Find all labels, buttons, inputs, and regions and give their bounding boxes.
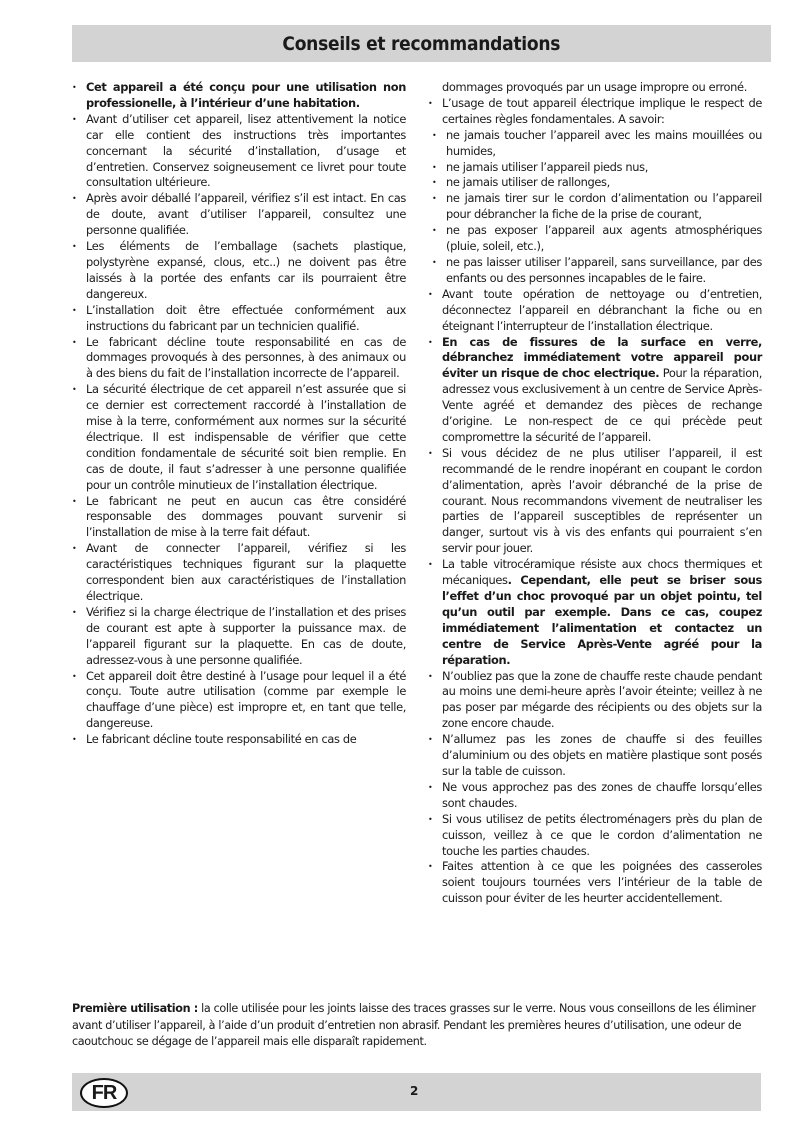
safety-list-continued: [428, 80, 762, 907]
list-item: • Le fabricant décline toute responsabilité en cas de dommages provoqués à des personnes, à des animaux ou à des biens du fait de l’installation incorrecte de l’appareil.: [72, 335, 406, 383]
list-item: • L’installation doit être effectuée conformément aux instructions du fabricant par un technicien qualifié.: [72, 303, 406, 335]
sub-item: • ne jamais toucher l’appareil avec les mains mouillées ou humides,: [428, 128, 762, 160]
list-item: • Le fabricant décline toute responsabilité en cas de: [72, 732, 406, 748]
list-item: • Si vous utilisez de petits électroménagers près du plan de cuisson, veillez à ce que le cordon d’alimentation ne touche les parties chaudes.: [428, 812, 762, 860]
sub-item: • ne pas exposer l’appareil aux agents atmosphériques (pluie, soleil, etc.),: [428, 223, 762, 255]
list-item: • La sécurité électrique de cet appareil n’est assurée que si ce dernier est correctement raccordé à l’installation de mise à la terre, conformément aux normes sur la sécurité électrique. Il est indispensable de vérifier que cette condition fondamentale de sécurité soit bien remplie. En cas de doute, il faut s’adresser à une personne qualifiée pour un contrôle minutieux de l’installation électrique.: [72, 382, 406, 493]
list-item: • N’oubliez pas que la zone de chauffe reste chaude pendant au moins une demi-heure après l’avoir éteinte; veillez à ne pas poser par mégarde des récipients ou des objets sur la zone encore chaude.: [428, 669, 762, 733]
language-badge: FR: [80, 1078, 128, 1108]
sub-item: • ne pas laisser utiliser l’appareil, sans surveillance, par des enfants ou des personnes incapables de le faire.: [428, 255, 762, 287]
list-item: • En cas de fissures de la surface en verre, débranchez immédiatement votre appareil pour éviter un risque de choc electrique. Pour la réparation, adressez vous exclusivement à un centre de Service Après-Vente agréé et demandez des pièces de rechange d’origine. Le non-respect de ce qui précède peut compromettre la sécurité de l’appareil.: [428, 335, 762, 446]
list-item: • Avant toute opération de nettoyage ou d’entretien, déconnectez l’appareil en débranchant la fiche ou en éteignant l’interrupteur de l’installation électrique.: [428, 287, 762, 335]
list-item: • Ne vous approchez pas des zones de chauffe lorsqu’elles sont chaudes.: [428, 780, 762, 812]
list-item: • Avant de connecter l’appareil, vérifiez si les caractéristiques techniques figurant sur la plaquette correspondent bien aux caractéristiques de l’installation électrique.: [72, 541, 406, 605]
list-item: • Après avoir déballé l’appareil, vérifiez s’il est intact. En cas de doute, avant d’utiliser l’appareil, consultez une personne qualifiée.: [72, 191, 406, 239]
sub-item: • ne jamais utiliser de rallonges,: [428, 175, 762, 191]
list-item-continuation: dommages provoqués par un usage impropre ou erroné.: [442, 80, 747, 94]
list-item: • Le fabricant ne peut en aucun cas être considéré responsable des dommages pouvant survenir si l’installation de mise à la terre fait défaut.: [72, 494, 406, 542]
page-number: 2: [410, 1084, 419, 1098]
list-item: • Avant d’utiliser cet appareil, lisez attentivement la notice car elle contient des instructions très importantes concernant la sécurité d’installation, d’usage et d’entretien. Conservez soigneusement ce livret pour toute consultation ultérieure.: [72, 112, 406, 192]
right-column: [428, 80, 762, 907]
safety-list: [72, 80, 406, 748]
sub-item: • ne jamais utiliser l’appareil pieds nus,: [428, 160, 762, 176]
list-item: • Si vous décidez de ne plus utiliser l’appareil, il est recommandé de le rendre inopérant en coupant le cordon d’alimentation, après l’avoir débranché de la prise de courant. Nous recommandons vivement de neutraliser les parties de l’appareil susceptibles de représenter un danger, surtout vis à vis des enfants qui pourraient s’en servir pour jouer.: [428, 446, 762, 557]
list-item: • Cet appareil a été conçu pour une utilisation non professionelle, à l’intérieur d’une habitation.: [72, 80, 406, 112]
list-item: • N’allumez pas les zones de chauffe si des feuilles d’aluminium ou des objets en matière plastique sont posés sur la table de cuisson.: [428, 732, 762, 780]
footer-bar: [72, 1073, 761, 1111]
rules-sublist: [428, 128, 762, 287]
header-bar: [72, 25, 771, 62]
first-use-note: Première utilisation : la colle utilisée pour les joints laisse des traces grasses sur le verre. Nous vous conseillons de les éliminer avant d’utiliser l’appareil, à l’aide d’un produit d’entretien non abrasif. Pendant les premières heures d’utilisation, une odeur de caoutchouc se dégage de l’appareil mais elle disparaît rapidement.: [72, 1002, 756, 1049]
list-item: • Les éléments de l’emballage (sachets plastique, polystyrène expansé, clous, etc..) ne doivent pas être laissés à la portée des enfants car ils pourraient être dangereux.: [72, 239, 406, 303]
sub-item: • ne jamais tirer sur le cordon d’alimentation ou l’appareil pour débrancher la fiche de la prise de courant,: [428, 191, 762, 223]
list-item: • Faites attention à ce que les poignées des casseroles soient toujours tournées vers l’intérieur de la table de cuisson pour éviter de les heurter accidentellement.: [428, 859, 762, 907]
first-use-label: Première utilisation :: [72, 1002, 198, 1016]
page-title: Conseils et recommandations: [282, 32, 561, 55]
left-column: [72, 80, 406, 748]
list-item: • La table vitrocéramique résiste aux chocs thermiques et mécaniques. Cependant, elle peut se briser sous l’effet d’un choc provoqué par un objet pointu, tel qu’un outil par exemple. Dans ce cas, coupez immédiatement l’alimentation et contactez un centre de Service Après-Vente agréé pour la réparation.: [428, 557, 762, 668]
list-item: • Vérifiez si la charge électrique de l’installation et des prises de courant est apte à supporter la puissance max. de l’appareil figurant sur la plaquette. En cas de doute, adressez-vous à une personne qualifiée.: [72, 605, 406, 669]
list-item: • Cet appareil doit être destiné à l’usage pour lequel il a été conçu. Toute autre utilisation (comme par exemple le chauffage d’une pièce) est impropre et, en tant que telle, dangereuse.: [72, 669, 406, 733]
list-item: • L’usage de tout appareil électrique implique le respect de certaines règles fondamentales. A savoir: • ne jamais toucher l’appareil avec les mains mouillées ou humides, • ne jamais utiliser l’appareil pieds nus, • ne jamais utiliser de rallonges, • ne jamais tirer sur le cordon d’alimentation ou l’appareil pour débrancher la fiche de la prise de courant, • ne pas exposer l’appareil aux agents atmosphériques (pluie, soleil, etc.), • ne pas laisser utiliser l’appareil, sans surveillance, par des enfants ou des personnes incapables de le faire.: [428, 96, 762, 287]
